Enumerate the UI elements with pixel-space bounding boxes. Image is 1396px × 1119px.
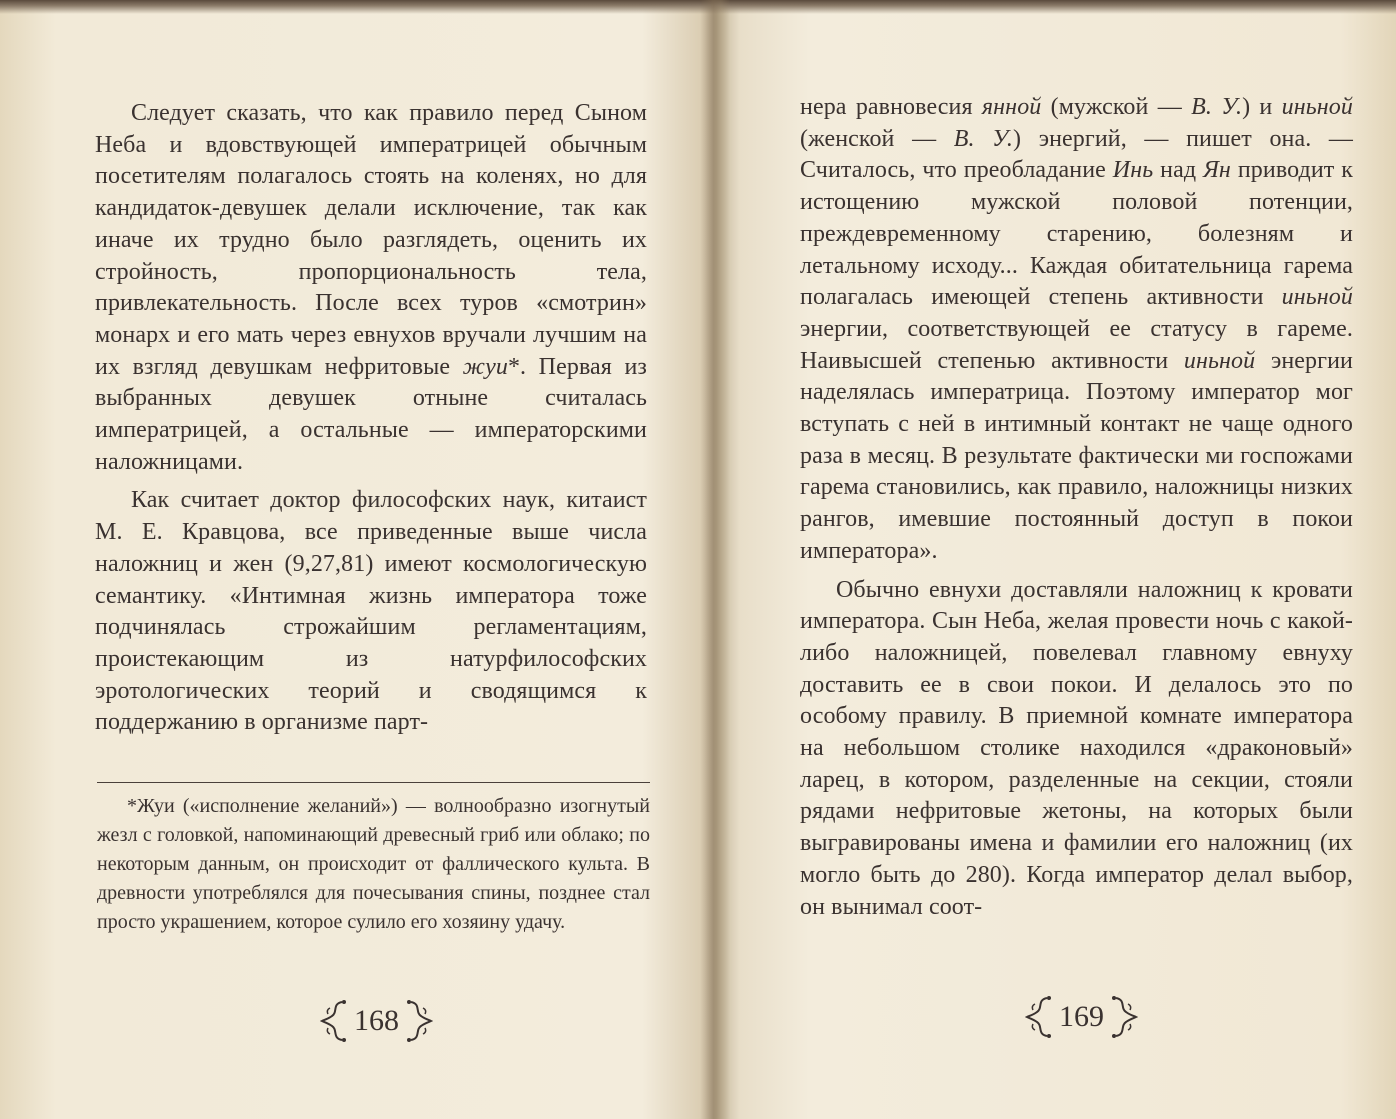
left-body-text <box>95 98 647 739</box>
page-number-left: 168 <box>320 998 433 1044</box>
footnote-rule <box>97 782 650 783</box>
left-paragraph-2: Как считает доктор философских наук, китаист М. Е. Кравцова, все приведенные выше числа наложниц и жен (9,27,81) имеют космологическую семантику. «Интимная жизнь императора тоже подчинялась строжайшим регламентациям, проистекающим из натурфилософских эротологических теорий и сводящимся к поддержанию в организме парт- <box>95 487 647 736</box>
left-ornament-icon <box>320 998 350 1044</box>
right-page <box>730 0 1396 1119</box>
page-number-right: 169 <box>1025 994 1138 1040</box>
book-gutter <box>700 0 730 1119</box>
right-ornament-icon <box>1108 994 1138 1040</box>
right-paragraph-1: нера равновесия янной (мужской — В. У.) и иньной (женской — В. У.) энергий, — пишет она. — Считалось, что преобладание Инь над Ян приводит к истощению мужской половой потенции, преждевременному старению, болезням и летальному исходу... Каждая обитательница гарема полагалась имеющей степень активности иньной энергии, соответствующей ее статусу в гареме. Наивысшей степенью активности иньной энергии наделялась императрица. Поэтому император мог вступать с ней в интимный контакт не чаще одного раза в месяц. В результате фактически ми госпожами гарема становились, как правило, наложницы низких рангов, имевшие постоянный доступ в покои императора». <box>800 94 1354 564</box>
right-body-text <box>800 92 1353 923</box>
italic-term-zhui: жуи <box>462 353 508 380</box>
right-paragraph-2: Обычно евнухи доставляли наложниц к кровати императора. Сын Неба, желая провести ночь с какой-либо наложницей, повелевал главному евнуху доставить ее в свои покои. И делалось это по особому правилу. В приемной комнате императора на небольшом столике находился «драконовый» ларец, в котором, разделенные на секции, стояли рядами нефритовые жетоны, на которых были выгравированы имена и фамилии его наложниц (их могло быть до 280). Когда император делал выбор, он вынимал соот- <box>800 576 1353 920</box>
left-paragraph-1: Следует сказать, что как правило перед Сыном Неба и вдовствующей императрицей обычным посетителям полагалось стоять на коленях, но для кандидаток-девушек делали исключение, так как иначе их трудно было разглядеть, оценить их стройность, пропорциональность тела, привлекательность. После всех туров «смотрин» монарх и его мать через евнухов вручали лучшим на их взгляд девушкам нефритовые жуи*. Первая из выбранных девушек отныне считалась императрицей, а остальные — императорскими наложницами. <box>95 100 647 475</box>
footnote: *Жуи («исполнение желаний») — волнообразно изогнутый жезл с головкой, напоминающий древесный гриб или облако; по некоторым данным, он происходит от фаллического культа. В древности употреблялся для почесывания спины, позднее стал просто украшением, которое сулило его хозяину удачу. <box>97 795 650 933</box>
right-ornament-icon <box>403 998 433 1044</box>
left-ornament-icon <box>1025 994 1055 1040</box>
